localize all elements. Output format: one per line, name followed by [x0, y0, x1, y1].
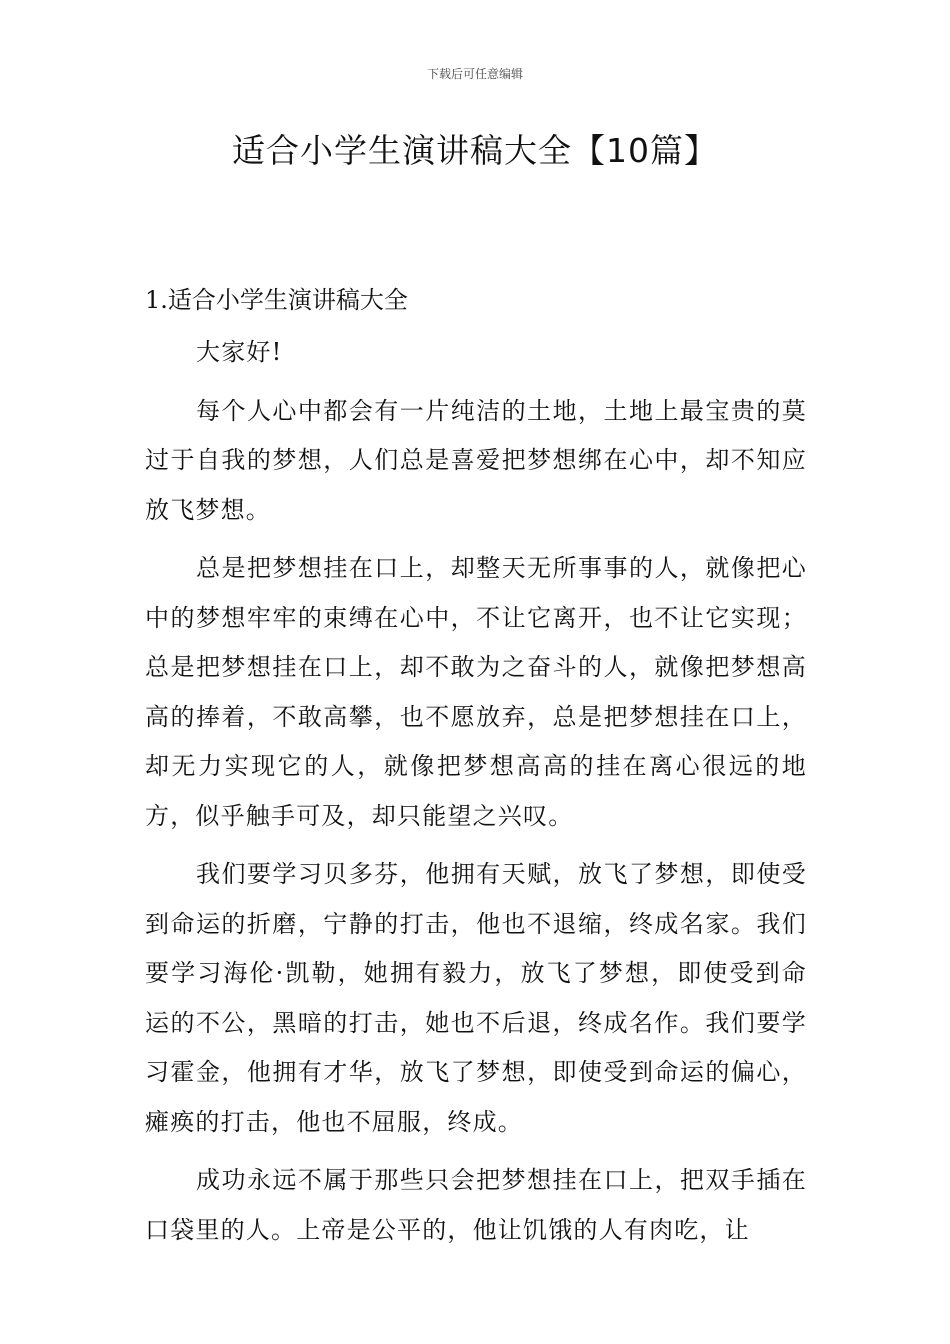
header-note: 下载后可任意编辑: [426, 67, 523, 81]
section-heading: 1.适合小学生演讲稿大全: [145, 286, 408, 314]
paragraph: 成功永远不属于那些只会把梦想挂在口上，把双手插在口袋里的人。上帝是公平的，他让饥饿的人有肉吃，让: [145, 1166, 807, 1244]
document-body: [145, 280, 807, 1255]
paragraph: 总是把梦想挂在口上，却整天无所事事的人，就像把心中的梦想牢牢的束缚在心中，不让它离开，也不让它实现；总是把梦想挂在口上，却不敢为之奋斗的人，就像把梦想高高的捧着，不敢高攀，也不愿放弃，总是把梦想挂在口上，却无力实现它的人，就像把梦想高高的挂在离心很远的地方，似乎触手可及，却只能望之兴叹。: [145, 554, 807, 830]
paragraph: 每个人心中都会有一片纯洁的土地，土地上最宝贵的莫过于自我的梦想，人们总是喜爱把梦想绑在心中，却不知应放飞梦想。: [145, 396, 807, 524]
paragraph-greeting: 大家好!: [196, 338, 283, 366]
page-title: 适合小学生演讲稿大全【10篇】: [232, 131, 718, 170]
paragraph: 我们要学习贝多芬，他拥有天赋，放飞了梦想，即使受到命运的折磨，宁静的打击，他也不退缩，终成名家。我们要学习海伦·凯勒，她拥有毅力，放飞了梦想，即使受到命运的不公，黑暗的打击，她也不后退，终成名作。我们要学习霍金，他拥有才华，放飞了梦想，即使受到命运的偏心，瘫痪的打击，他也不屈服，终成。: [145, 860, 807, 1136]
